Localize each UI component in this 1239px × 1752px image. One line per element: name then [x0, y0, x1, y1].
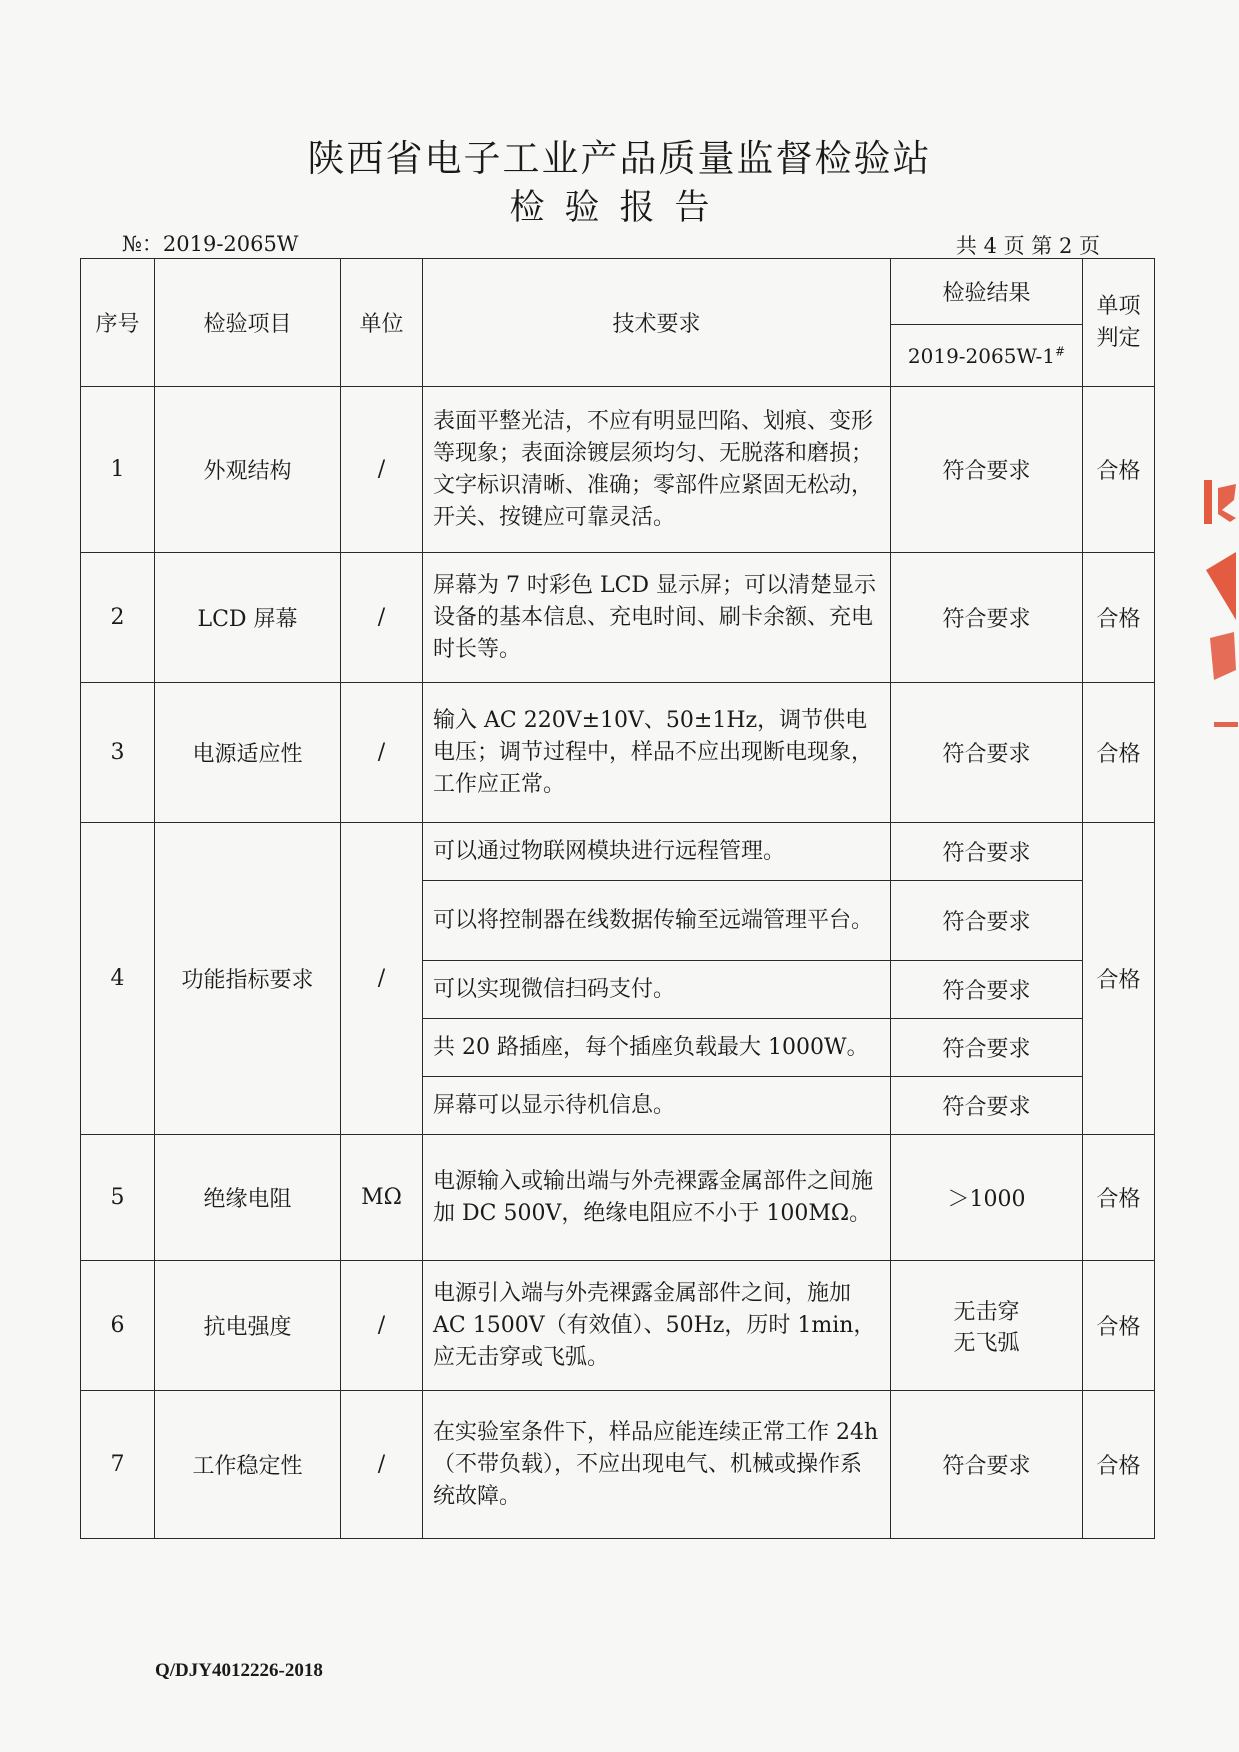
cell-requirement: 输入 AC 220V±10V、50±1Hz，调节供电电压；调节过程中，样品不应出现断电现象，工作应正常。 [423, 683, 891, 823]
cell-result: 符合要求 [891, 881, 1083, 961]
cell-item: LCD 屏幕 [155, 553, 341, 683]
cell-requirement: 可以将控制器在线数据传输至远端管理平台。 [423, 881, 891, 961]
result-line: 无飞弧 [953, 1330, 1020, 1356]
cell-verdict: 合格 [1083, 387, 1155, 553]
sample-id-mark: # [1055, 343, 1066, 358]
cell-result: ＞1000 [891, 1135, 1083, 1261]
cell-requirement: 可以通过物联网模块进行远程管理。 [423, 823, 891, 881]
cell-result [891, 1261, 1083, 1391]
header-seq: 序号 [81, 259, 155, 387]
inspection-table [80, 258, 1155, 1539]
cell-result: 符合要求 [891, 823, 1083, 881]
cell-requirement: 可以实现微信扫码支付。 [423, 961, 891, 1019]
table-row [81, 683, 1155, 823]
cell-result: 符合要求 [891, 961, 1083, 1019]
cell-unit: MΩ [341, 1135, 423, 1261]
cell-unit: / [341, 553, 423, 683]
header-result: 检验结果 [891, 259, 1083, 325]
org-title: 陕西省电子工业产品质量监督检验站 [307, 137, 932, 180]
result-line: 无击穿 [953, 1299, 1020, 1325]
cell-verdict: 合格 [1083, 553, 1155, 683]
cell-requirement: 共 20 路插座，每个插座负载最大 1000W。 [423, 1019, 891, 1077]
cell-verdict: 合格 [1083, 823, 1155, 1135]
cell-verdict: 合格 [1083, 683, 1155, 823]
cell-seq: 4 [81, 823, 155, 1135]
cell-result: 符合要求 [891, 683, 1083, 823]
cell-unit: / [341, 1391, 423, 1539]
cell-result: 符合要求 [891, 1391, 1083, 1539]
cell-item: 外观结构 [155, 387, 341, 553]
cell-requirement: 屏幕可以显示待机信息。 [423, 1077, 891, 1135]
report-number: №：2019-2065W [122, 232, 299, 256]
cell-seq: 6 [81, 1261, 155, 1391]
cell-verdict: 合格 [1083, 1135, 1155, 1261]
table-row [81, 1261, 1155, 1391]
table-row [81, 1391, 1155, 1539]
table-row [81, 1135, 1155, 1261]
cell-item: 功能指标要求 [155, 823, 341, 1135]
table-row [81, 387, 1155, 553]
cell-verdict: 合格 [1083, 1261, 1155, 1391]
cell-seq: 2 [81, 553, 155, 683]
header-requirement: 技术要求 [423, 259, 891, 387]
cell-seq: 3 [81, 683, 155, 823]
cell-requirement: 电源输入或输出端与外壳裸露金属部件之间施加 DC 500V，绝缘电阻应不小于 100MΩ。 [423, 1135, 891, 1261]
cell-item: 电源适应性 [155, 683, 341, 823]
cell-unit: / [341, 387, 423, 553]
cell-item: 绝缘电阻 [155, 1135, 341, 1261]
cell-seq: 7 [81, 1391, 155, 1539]
cell-result: 符合要求 [891, 1077, 1083, 1135]
report-title: 检验报告 [509, 188, 730, 228]
cell-unit: / [341, 823, 423, 1135]
cell-seq: 1 [81, 387, 155, 553]
header-item: 检验项目 [155, 259, 341, 387]
table-row [81, 823, 1155, 881]
cell-requirement: 屏幕为 7 吋彩色 LCD 显示屏；可以清楚显示设备的基本信息、充电时间、刷卡余额、充电时长等。 [423, 553, 891, 683]
header-verdict: 单项判定 [1083, 259, 1155, 387]
cell-verdict: 合格 [1083, 1391, 1155, 1539]
cell-result: 符合要求 [891, 387, 1083, 553]
header-row [81, 259, 1155, 325]
cell-requirement: 表面平整光洁，不应有明显凹陷、划痕、变形等现象；表面涂镀层须均匀、无脱落和磨损；文字标识清晰、准确；零部件应紧固无松动，开关、按键应可靠灵活。 [423, 387, 891, 553]
cell-result: 符合要求 [891, 1019, 1083, 1077]
cell-item: 抗电强度 [155, 1261, 341, 1391]
standard-number: Q/DJY4012226-2018 [155, 1660, 323, 1681]
header-unit: 单位 [341, 259, 423, 387]
header-sample-id [891, 325, 1083, 387]
cell-unit: / [341, 1261, 423, 1391]
page-indicator: 共 4 页 第 2 页 [955, 234, 1100, 258]
sample-id-label: 2019-2065W-1 [907, 343, 1056, 368]
cell-requirement: 在实验室条件下，样品应能连续正常工作 24h（不带负载），不应出现电气、机械或操作系统故障。 [423, 1391, 891, 1539]
seal-stamp [1200, 470, 1239, 740]
table-row [81, 553, 1155, 683]
cell-unit: / [341, 683, 423, 823]
cell-result: 符合要求 [891, 553, 1083, 683]
cell-seq: 5 [81, 1135, 155, 1261]
cell-requirement: 电源引入端与外壳裸露金属部件之间，施加 AC 1500V（有效值）、50Hz，历时 1min，应无击穿或飞弧。 [423, 1261, 891, 1391]
cell-item: 工作稳定性 [155, 1391, 341, 1539]
